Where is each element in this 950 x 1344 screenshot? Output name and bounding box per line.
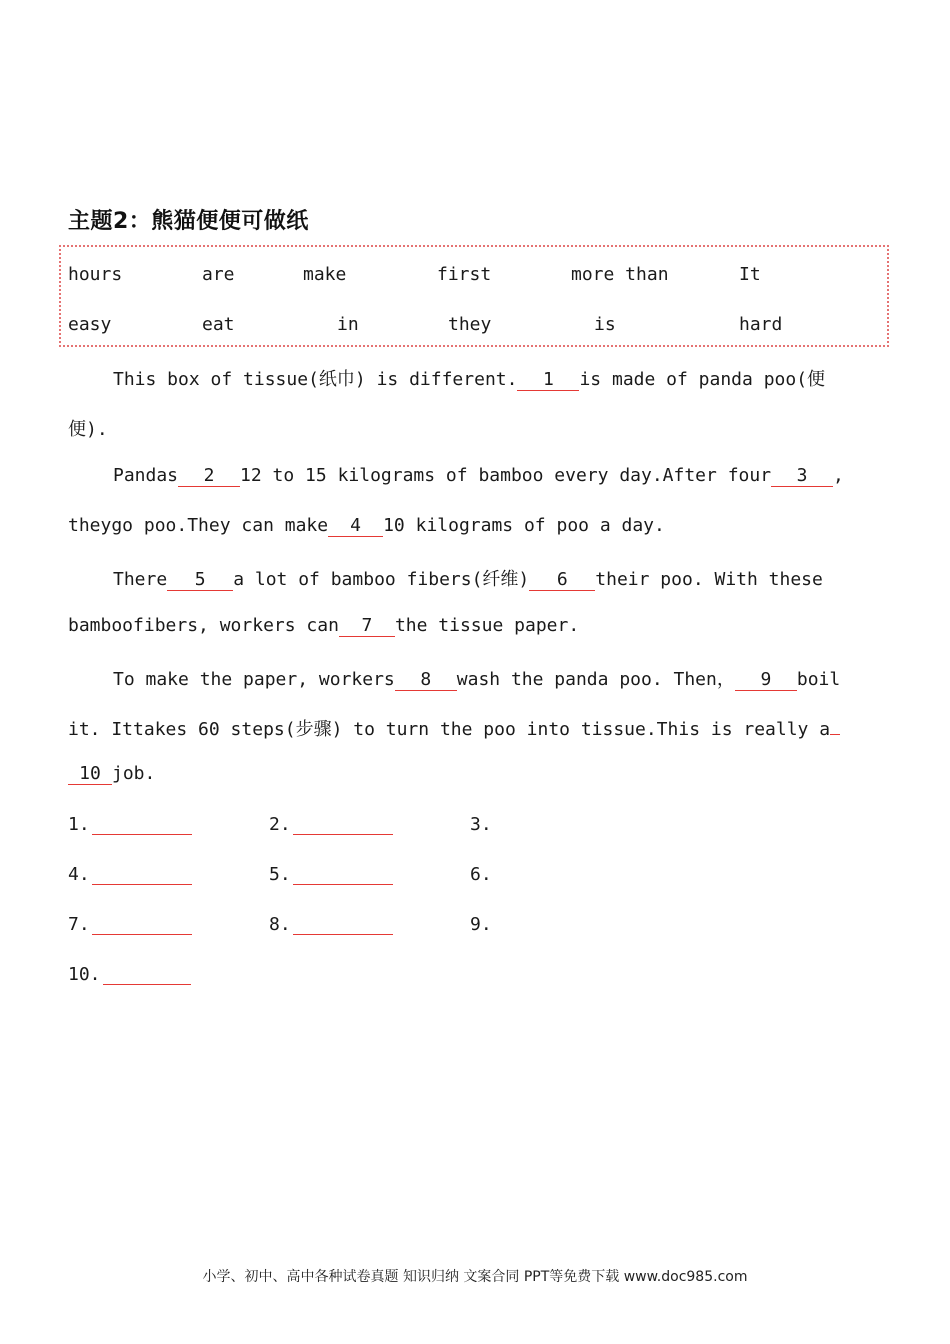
answer-slot-2[interactable] — [269, 814, 393, 835]
blank-3[interactable]: 3 — [771, 466, 833, 487]
passage-text: job. — [112, 763, 156, 784]
passage-text: To make the paper, workers — [113, 669, 395, 690]
word-bank-item: they — [448, 314, 492, 335]
passage-line — [68, 515, 665, 537]
passage-text: their poo. With these — [595, 569, 823, 590]
passage-line — [68, 763, 155, 785]
word-bank-item: is — [594, 314, 616, 335]
passage-text: boil — [796, 669, 841, 690]
answer-number: 2. — [269, 814, 291, 835]
answer-slot-4[interactable] — [68, 864, 192, 885]
word-bank-item: hard — [739, 314, 783, 335]
word-bank-item: in — [337, 314, 359, 335]
passage-text: is made of panda poo(便 — [579, 369, 826, 390]
page-footer: 小学、初中、高中各种试卷真题 知识归纳 文案合同 PPT等免费下载 www.doc985.com — [202, 1269, 748, 1285]
answer-slot-8[interactable] — [269, 914, 393, 935]
answer-number: 5. — [269, 864, 291, 885]
passage-text: Pandas — [113, 465, 179, 486]
passage-text: , — [833, 465, 844, 486]
word-bank-item: eat — [202, 314, 235, 335]
answer-number: 7. — [68, 914, 90, 935]
answer-slot-10[interactable] — [68, 964, 191, 985]
answer-number: 1. — [68, 814, 90, 835]
answer-line[interactable] — [293, 916, 393, 935]
word-bank-item: make — [303, 264, 347, 285]
passage-line — [113, 565, 823, 591]
word-bank-item: It — [739, 264, 761, 285]
answer-number: 9. — [470, 914, 492, 935]
passage-text: This box of tissue(纸巾) is different. — [113, 369, 518, 390]
answer-slot-7[interactable] — [68, 914, 192, 935]
answer-line[interactable] — [92, 816, 192, 835]
answer-slot-3[interactable] — [470, 814, 492, 835]
passage-text: 12 to 15 kilograms of bamboo every day.After four — [240, 465, 772, 486]
answer-number: 6. — [470, 864, 492, 885]
passage-line — [113, 365, 825, 391]
answer-slot-5[interactable] — [269, 864, 393, 885]
blank-10-start — [830, 734, 840, 735]
passage-text: it. Ittakes 60 steps(步骤) to turn the poo into tissue.This is really a — [68, 719, 831, 740]
blank-10[interactable]: 10 — [68, 764, 112, 785]
answer-slot-9[interactable] — [470, 914, 492, 935]
blank-6[interactable]: 6 — [529, 570, 595, 591]
blank-5[interactable]: 5 — [167, 570, 233, 591]
word-bank-item: are — [202, 264, 235, 285]
passage-text: bamboofibers, workers can — [68, 615, 339, 636]
answer-line[interactable] — [103, 966, 191, 985]
topic-title: 主题2：熊猫便便可做纸 — [68, 209, 309, 234]
passage-text: theygo poo.They can make — [68, 515, 329, 536]
answer-slot-1[interactable] — [68, 814, 192, 835]
blank-9[interactable]: 9 — [735, 670, 797, 691]
answer-number: 10. — [68, 964, 101, 985]
blank-2[interactable]: 2 — [178, 466, 240, 487]
answer-line[interactable] — [293, 816, 393, 835]
passage-line — [113, 465, 844, 487]
passage-text: 便). — [68, 419, 108, 440]
passage-text: There — [113, 569, 168, 590]
passage-line — [68, 615, 579, 637]
word-bank-item: hours — [68, 264, 123, 285]
passage-text: 10 kilograms of poo a day. — [383, 515, 665, 536]
answer-number: 8. — [269, 914, 291, 935]
blank-7[interactable]: 7 — [339, 616, 395, 637]
word-bank-item: first — [437, 264, 492, 285]
word-bank-item: more than — [571, 264, 669, 285]
answer-slot-6[interactable] — [470, 864, 492, 885]
word-bank-item: easy — [68, 314, 112, 335]
answer-line[interactable] — [92, 916, 192, 935]
passage-text: the tissue paper. — [394, 615, 580, 636]
passage-line — [68, 715, 840, 741]
answer-line[interactable] — [92, 866, 192, 885]
blank-4[interactable]: 4 — [328, 516, 383, 537]
blank-1[interactable]: 1 — [517, 370, 579, 391]
answer-number: 3. — [470, 814, 492, 835]
passage-line — [113, 665, 840, 691]
answer-number: 4. — [68, 864, 90, 885]
answer-line[interactable] — [293, 866, 393, 885]
blank-8[interactable]: 8 — [395, 670, 457, 691]
passage-text: a lot of bamboo fibers(纤维) — [233, 569, 530, 590]
passage-text: wash the panda poo. Then， — [456, 669, 735, 690]
passage-line — [68, 415, 108, 441]
